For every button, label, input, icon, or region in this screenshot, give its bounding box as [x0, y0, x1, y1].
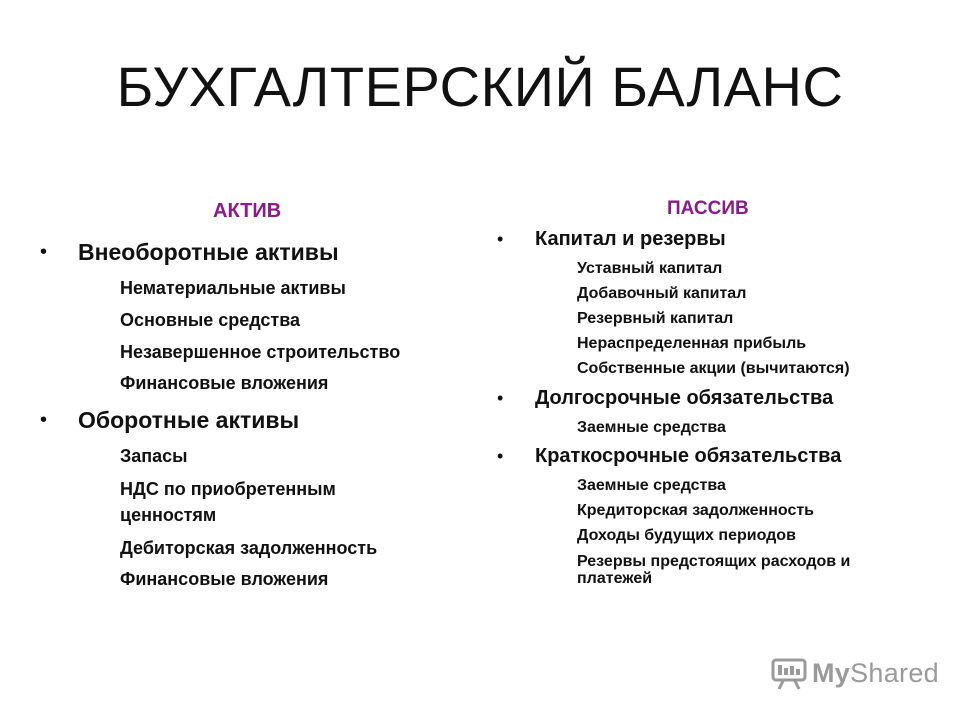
logo-text: MyShared	[812, 657, 939, 688]
bullet-icon: •	[40, 241, 48, 263]
list-item: Запасы	[120, 446, 188, 466]
liabilities-group-longterm	[497, 387, 834, 410]
list-item: Заемные средства	[577, 477, 726, 494]
list-item: Заемные средства	[577, 419, 726, 436]
list-item: Нематериальные активы	[120, 278, 346, 298]
bullet-icon: •	[497, 446, 504, 466]
list-item: Незавершенное строительство	[120, 342, 401, 362]
bullet-icon: •	[497, 229, 504, 249]
list-item: Основные средства	[120, 310, 301, 330]
list-item: Резервы предстоящих расходов и платежей	[577, 553, 851, 587]
assets-group-current	[40, 407, 300, 434]
list-item: Дебиторская задолженность	[120, 538, 378, 558]
list-item: Собственные акции (вычитаются)	[577, 360, 850, 377]
presentation-board-icon	[770, 656, 808, 690]
list-item: НДС по приобретенным ценностям	[120, 479, 336, 525]
group-label: Капитал и резервы	[535, 228, 726, 250]
assets-group-noncurrent	[40, 239, 339, 266]
list-item: Нераспределенная прибыль	[577, 335, 807, 352]
assets-heading: АКТИВ	[213, 200, 282, 222]
liabilities-heading: ПАССИВ	[667, 198, 749, 219]
list-item: Добавочный капитал	[577, 285, 747, 302]
list-item: Финансовые вложения	[120, 569, 329, 589]
page-title: БУХГАЛТЕРСКИЙ БАЛАНС	[116, 55, 844, 118]
group-label: Долгосрочные обязательства	[535, 387, 834, 409]
list-item: Уставный капитал	[577, 260, 723, 277]
group-label: Краткосрочные обязательства	[535, 445, 842, 467]
list-item: Кредиторская задолженность	[577, 502, 815, 519]
bullet-icon: •	[497, 388, 504, 408]
liabilities-group-shortterm	[497, 445, 842, 468]
bullet-icon: •	[40, 409, 48, 431]
list-item: Доходы будущих периодов	[577, 527, 796, 544]
liabilities-group-capital	[497, 228, 726, 251]
group-label: Оборотные активы	[78, 407, 300, 433]
list-item: Резервный капитал	[577, 310, 734, 327]
mysharedlogo	[770, 656, 939, 690]
group-label: Внеоборотные активы	[78, 239, 339, 265]
list-item: Финансовые вложения	[120, 373, 329, 393]
